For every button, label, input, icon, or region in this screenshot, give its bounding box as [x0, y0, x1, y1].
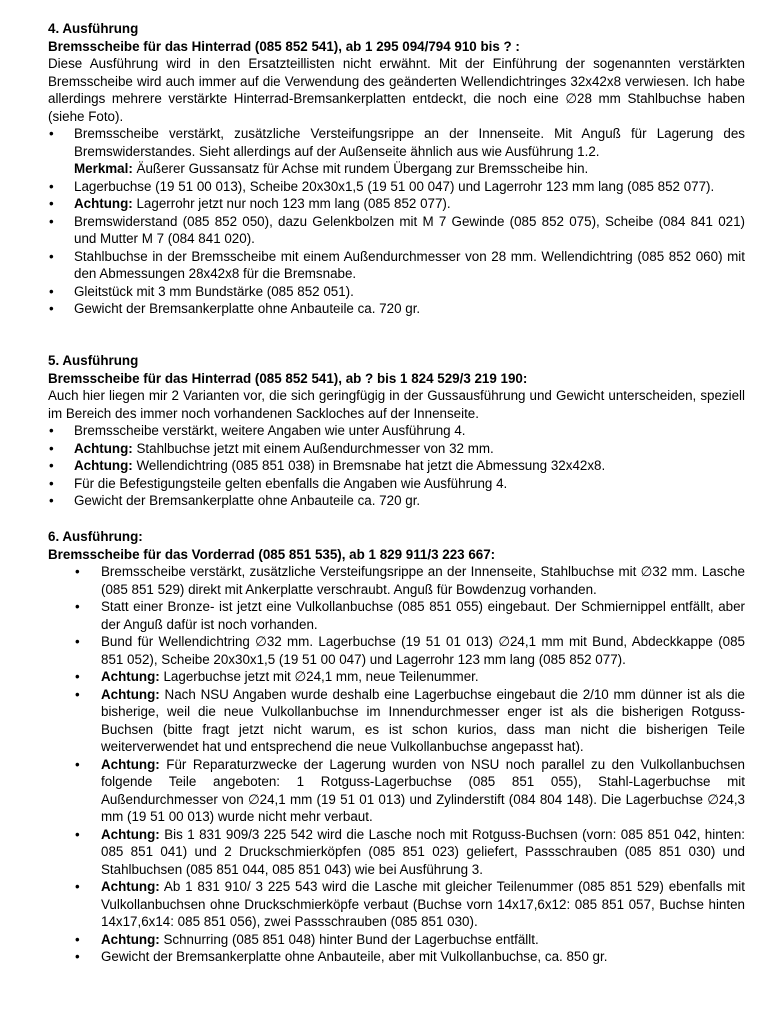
list-item-text: Bis 1 831 909/3 225 542 wird die Lasche noch mit Rotguss-Buchsen (vorn: 085 851 042, hinten: 085 851 041) und 2 Druckschmierköpfen (085 851 023) geliefert, Passschrauben (085 851 030) und Stahlbuchsen (085 851 044, 085 851 043) wie bei Ausführung 3.	[101, 826, 745, 877]
list-item	[48, 178, 745, 196]
section-subtitle: Bremsscheibe für das Hinterrad (085 852 541), ab 1 295 094/794 910 bis ? :	[48, 38, 520, 54]
list-item-text: Bremsscheibe verstärkt, zusätzliche Versteifungsrippe an der Innenseite, Stahlbuchse mit ∅32 mm. Lasche (085 851 529) direkt mit Ankerplatte verschraubt. Anguß für Bowdenzug vorhanden.	[101, 564, 745, 597]
list-item-text: Gewicht der Bremsankerplatte ohne Anbauteile, aber mit Vulkollanbuchse, ca. 850 gr.	[101, 949, 608, 964]
list-item-text: Statt einer Bronze- ist jetzt eine Vulkollanbuchse (085 851 055) eingebaut. Der Schmiernippel entfällt, aber der Anguß dafür ist noch vorhanden.	[101, 599, 745, 632]
achtung-label: Achtung:	[101, 931, 160, 947]
list-item	[48, 422, 745, 440]
list-item	[48, 125, 745, 160]
list-item-text: Ab 1 831 910/ 3 225 543 wird die Lasche mit gleicher Teilenummer (085 851 529) ebenfalls mit Vulkollanbuchsen ohne Druckschmierköpfe verbaut (Buchse vorn 14x17,6x12: 085 851 057, Buchse hinten 14x17,6x14: 085 851 056), zwei Passschrauben (085 851 030).	[101, 879, 745, 929]
achtung-label: Achtung:	[101, 826, 160, 842]
list-item	[48, 440, 745, 458]
list-item-text: Für Reparaturzwecke der Lagerung wurden von NSU noch parallel zu den Vulkollanbuchsen folgende Teile angeboten: 1 Rotguss-Lagerbuchse (085 851 055), Stahl-Lagerbuchse mit Außendurchmesser von ∅24,1 mm (19 51 01 013) und Zylinderstift (084 804 148). Die Lagerbuchse ∅24,3 mm (19 51 00 013) wurde nicht mehr verbaut.	[101, 756, 745, 824]
list-item-text: Bremsscheibe verstärkt, zusätzliche Versteifungsrippe an der Innenseite. Mit Anguß für Lagerung des Bremswiderstandes. Sieht allerdings auf der Außenseite ähnlich aus wie Ausführung 1.2.	[74, 126, 745, 159]
list-item	[48, 598, 745, 633]
list-item-text: Gleitstück mit 3 mm Bundstärke (085 852 051).	[74, 283, 354, 299]
list-item-text: Lagerrohr jetzt nur noch 123 mm lang (085 852 077).	[132, 196, 451, 211]
section-intro: Diese Ausführung wird in den Ersatzteillisten nicht erwähnt. Mit der Einführung der sogenannten verstärkten Bremsscheibe wird auch immer auf die Verwendung des geänderten Wellendichtringes 32x42x8 verwiesen. Ich habe allerdings mehrere verstärkte Hinterrad-Bremsankerplatten entdeckt, die noch eine ∅28 mm Stahlbuchse haben (siehe Foto).	[48, 56, 745, 124]
list-item-text: Stahlbuchse jetzt mit einem Außendurchmesser von 32 mm.	[132, 440, 494, 456]
list-item-text: Wellendichtring (085 851 038) in Bremsnabe hat jetzt die Abmessung 32x42x8.	[132, 458, 606, 473]
list-item	[48, 878, 745, 931]
merkmal-text: Äußerer Gussansatz für Achse mit rundem Übergang zur Bremsscheibe hin.	[132, 161, 589, 176]
list-item-text: Bremswiderstand (085 852 050), dazu Gelenkbolzen mit M 7 Gewinde (085 852 075), Scheibe (084 841 021) und Mutter M 7 (084 841 020).	[74, 213, 745, 246]
bullet-list	[48, 563, 745, 966]
bullet-list	[48, 422, 745, 510]
list-item-text: Bund für Wellendichtring ∅32 mm. Lagerbuchse (19 51 01 013) ∅24,1 mm mit Bund, Abdeckkappe (085 851 052), Scheibe 20x30x1,5 (19 51 00 047) und Lagerrohr 123 mm lang (085 852 077).	[101, 634, 745, 667]
achtung-label: Achtung:	[74, 458, 133, 473]
achtung-label: Achtung:	[74, 440, 133, 456]
list-item-text: Lagerbuchse (19 51 00 013), Scheibe 20x30x1,5 (19 51 00 047) und Lagerrohr 123 mm lang (085 852 077).	[74, 178, 715, 194]
section-subtitle: Bremsscheibe für das Vorderrad (085 851 535), ab 1 829 911/3 223 667:	[48, 546, 496, 562]
section-title: 5. Ausführung	[48, 353, 139, 368]
list-item-text: Nach NSU Angaben wurde deshalb eine Lagerbuchse eingebaut die 2/10 mm dünner ist als die bisherige, weil die neue Vulkollanbuchse im Innendurchmesser enger ist als die bisherigen Rotguss-Buchsen (bitte fragt jetzt nicht warum, es ist schon kurios, dass man nicht die bisherigen Teile weiterverwendet hat und entsprechend die neue Vulkollanbuchse angepasst hat).	[101, 686, 745, 754]
list-item-text: Stahlbuchse in der Bremsscheibe mit einem Außendurchmesser von 28 mm. Wellendichtring (085 852 060) mit den Abmessungen 28x42x8 für die Bremsnabe.	[74, 248, 745, 281]
list-item	[48, 633, 745, 668]
achtung-label: Achtung:	[101, 879, 160, 894]
list-item	[48, 475, 745, 493]
list-item-text: Bremsscheibe verstärkt, weitere Angaben wie unter Ausführung 4.	[74, 423, 466, 438]
list-item	[48, 195, 745, 213]
bullet-list	[48, 125, 745, 160]
list-item-text: Für die Befestigungsteile gelten ebenfalls die Angaben wie Ausführung 4.	[74, 475, 508, 491]
list-item	[48, 300, 745, 318]
list-item	[48, 213, 745, 248]
list-item	[48, 686, 745, 756]
section-ausfuehrung-5	[48, 352, 745, 510]
section-title: 6. Ausführung:	[48, 529, 143, 544]
achtung-label: Achtung:	[101, 756, 160, 772]
list-item	[48, 492, 745, 510]
list-item	[48, 563, 745, 598]
list-item-text: Lagerbuchse jetzt mit ∅24,1 mm, neue Teilenummer.	[159, 669, 479, 684]
list-item	[48, 948, 745, 966]
section-ausfuehrung-4	[48, 20, 745, 318]
merkmal-note	[48, 160, 745, 178]
list-item	[48, 248, 745, 283]
list-item	[48, 457, 745, 475]
bullet-list	[48, 178, 745, 318]
list-item-text: Schnurring (085 851 048) hinter Bund der Lagerbuchse entfällt.	[159, 931, 539, 947]
achtung-label: Achtung:	[101, 686, 160, 702]
list-item	[48, 931, 745, 949]
list-item-text: Gewicht der Bremsankerplatte ohne Anbauteile ca. 720 gr.	[74, 493, 421, 508]
list-item	[48, 668, 745, 686]
list-item	[48, 283, 745, 301]
list-item	[48, 826, 745, 879]
section-title: 4. Ausführung	[48, 21, 139, 36]
achtung-label: Achtung:	[74, 196, 133, 211]
list-item	[48, 756, 745, 826]
section-subtitle: Bremsscheibe für das Hinterrad (085 852 541), ab ? bis 1 824 529/3 219 190:	[48, 370, 528, 386]
achtung-label: Achtung:	[101, 669, 160, 684]
section-ausfuehrung-6	[48, 528, 745, 966]
list-item-text: Gewicht der Bremsankerplatte ohne Anbauteile ca. 720 gr.	[74, 301, 421, 316]
section-intro: Auch hier liegen mir 2 Varianten vor, die sich geringfügig in der Gussausführung und Gewicht unterscheiden, speziell im Bereich des immer noch vorhandenen Sackloches auf der Innenseite.	[48, 388, 745, 421]
merkmal-label: Merkmal:	[74, 161, 133, 176]
